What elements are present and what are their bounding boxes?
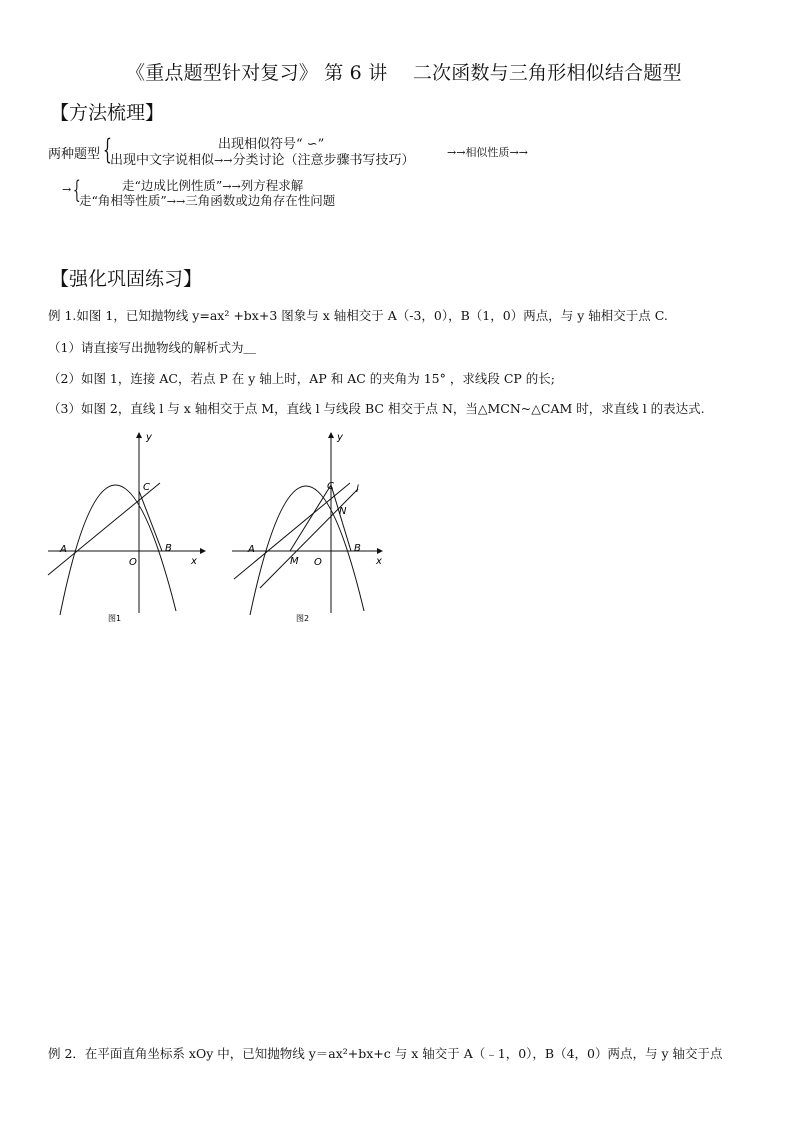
line-mc <box>290 485 331 551</box>
question-2: （2）如图 1，连接 AC，若点 P 在 y 轴上时，AP 和 AC 的夹角为 15° ，求线段 CP 的长; <box>48 371 555 386</box>
question-1: （1）请直接写出抛物线的解析式为＿ <box>48 340 256 355</box>
path-ratio-tail: 列方程求解 <box>240 178 304 193</box>
branch-chinese-label: 出现中文字说相似 <box>110 153 215 168</box>
left-brace: { <box>103 133 112 166</box>
branch-symbol: 出现相似符号“ ∽” <box>218 137 325 152</box>
arrow: →→ <box>222 180 241 193</box>
method-heading: 【方法梳理】 <box>50 102 165 124</box>
example-1: 例 1.如图 1，已知抛物线 y=ax² +bx+3 图象与 x 轴相交于 A（-3，0），B（1，0）两点，与 y 轴相交于点 C. <box>48 308 668 323</box>
branch-chinese <box>110 149 414 168</box>
figure-1 <box>40 425 220 630</box>
label-x: x <box>376 556 382 567</box>
label-M: M <box>290 556 299 567</box>
parabola <box>250 486 364 615</box>
figure-2 <box>226 425 396 630</box>
similar-property-line <box>447 144 528 160</box>
label-C: C <box>143 482 150 493</box>
label-C: C <box>327 481 334 492</box>
page-title: 《重点题型针对复习》 第 6 讲 二次函数与三角形相似结合题型 <box>126 62 682 84</box>
left-brace-small: { <box>73 176 81 204</box>
label-B: B <box>354 543 361 554</box>
path-angle-tail: 三角函数或边角存在性问题 <box>185 193 336 208</box>
figure-2-caption: 图2 <box>296 614 310 623</box>
similar-property-label: 相似性质 <box>465 146 510 159</box>
arrow: →→ <box>166 195 186 208</box>
label-O: O <box>129 557 137 568</box>
label-y: y <box>337 432 343 443</box>
label-l: l <box>356 484 359 495</box>
question-3: （3）如图 2，直线 l 与 x 轴相交于点 M，直线 l 与线段 BC 相交于点 N，当△MCN~△CAM 时，求直线 l 的表达式. <box>48 401 705 416</box>
path-angle-label: 走“角相等性质” <box>79 193 167 208</box>
label-A: A <box>248 544 255 555</box>
example-2: 例 2．在平面直角坐标系 xOy 中，已知抛物线 y＝ax²+bx+c 与 x 轴交于 A（﹣1，0），B（4，0）两点，与 y 轴交于点 <box>48 1046 723 1061</box>
two-types-label: 两种题型 <box>48 147 101 162</box>
label-O: O <box>314 557 322 568</box>
parabola <box>60 485 176 615</box>
label-A: A <box>60 544 67 555</box>
arrow: →→ <box>447 146 466 159</box>
figure-1-caption: 图1 <box>108 614 122 623</box>
line-ac <box>48 483 160 575</box>
label-B: B <box>165 543 172 554</box>
line-cb <box>139 491 162 551</box>
label-y: y <box>146 432 152 443</box>
path-angle <box>79 191 335 209</box>
path-ratio-label: 走“边成比例性质” <box>122 178 223 193</box>
arrow: →→ <box>214 154 233 167</box>
label-x: x <box>191 556 197 567</box>
line-cb <box>331 485 351 551</box>
practice-heading: 【强化巩固练习】 <box>50 268 203 290</box>
label-N: N <box>339 506 347 517</box>
arrow: →→ <box>509 146 528 159</box>
branch-chinese-tail: 分类讨论（注意步骤书写技巧） <box>232 153 415 168</box>
start-arrow: → <box>62 183 72 196</box>
